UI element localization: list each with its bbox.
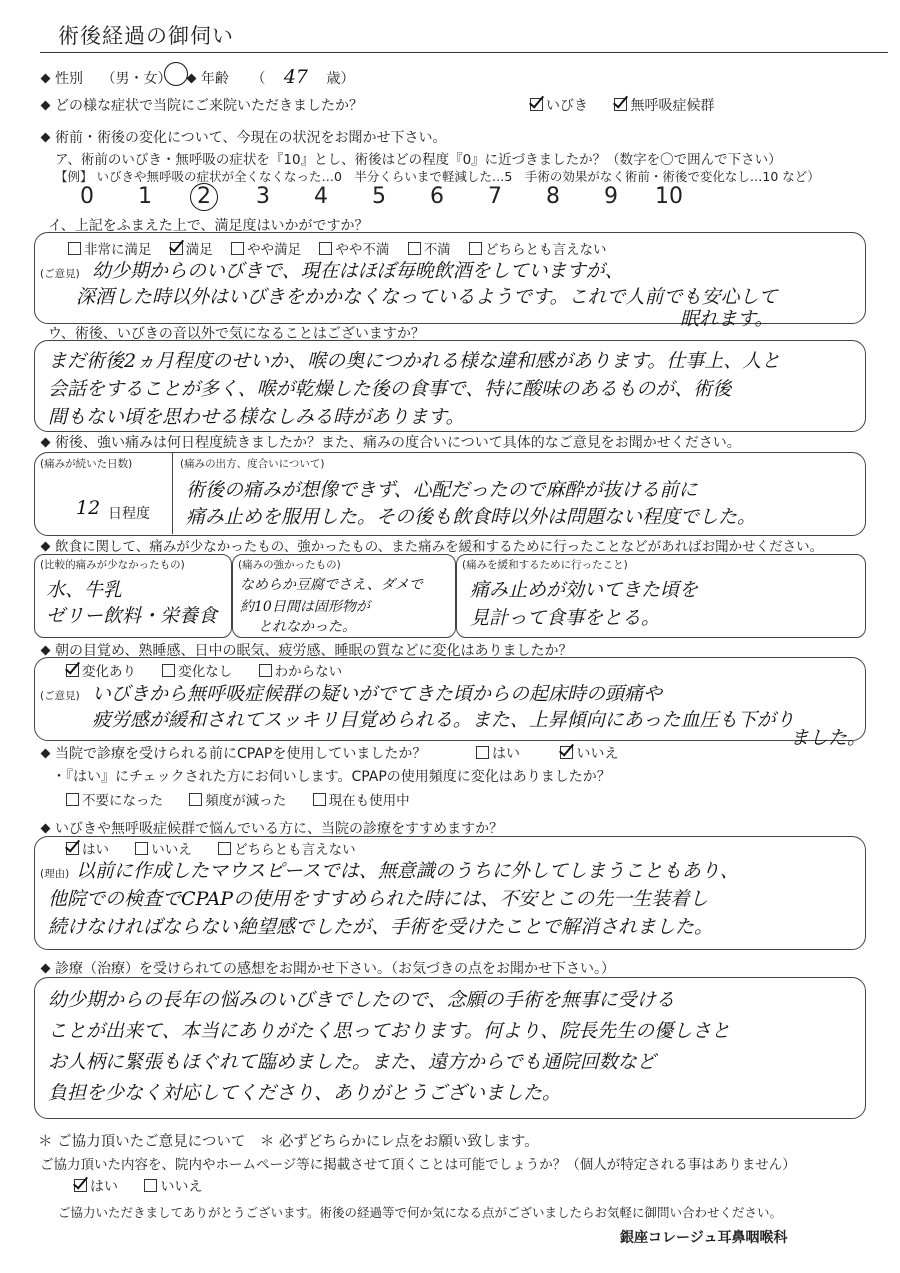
food-question [40, 535, 823, 555]
impression-question [40, 958, 615, 978]
checkbox-icon[interactable] [259, 664, 272, 677]
diamond-bullet-icon [41, 74, 51, 84]
scale-6[interactable]: 6 [430, 184, 444, 209]
checkbox-icon[interactable] [144, 1179, 157, 1192]
footer-clinic-name: 銀座コレージュ耳鼻咽喉科 [620, 1230, 788, 1246]
cpap-option[interactable] [476, 743, 520, 763]
impression-answer-line[interactable]: お人柄に緊張もほぐれて臨めました。また、遠方からでも通院回数など [48, 1051, 656, 1073]
option-label: いびき [546, 98, 588, 114]
option-label: いいえ [151, 842, 192, 858]
pain-answer-line[interactable]: 術後の痛みが想像できず、心配だったので麻酔が抜ける前に [186, 479, 698, 501]
footer-consent-question: ご協力頂いた内容を、院内やホームページ等に掲載させて頂くことは可能でしょうか？（個人が特定される事はありません） [40, 1157, 796, 1173]
satisfaction-answer-line[interactable]: 眠れます。 [680, 308, 774, 330]
cpap-question [40, 743, 426, 763]
checkbox-icon[interactable] [66, 793, 79, 806]
impression-answer-line[interactable]: 幼少期からの長年の悩みのいびきでしたので、念願の手術を無事に受ける [48, 989, 675, 1011]
sex-options[interactable]: （男・女） [101, 71, 172, 87]
scale-9[interactable]: 9 [604, 184, 618, 209]
change-scale [58, 183, 698, 211]
scale-3[interactable]: 3 [256, 184, 270, 209]
checkbox-icon[interactable] [476, 746, 489, 759]
other-question: ウ、術後、いびきの音以外で気になることはございますか？ [48, 326, 425, 342]
checkbox-icon[interactable] [560, 746, 573, 759]
food-col2-line[interactable]: とれなかった。 [258, 619, 356, 635]
scale-10[interactable]: 10 [655, 184, 683, 209]
satisfaction-option[interactable] [408, 238, 451, 258]
cpap-sub-options [66, 789, 432, 809]
option-label: はい [492, 746, 520, 762]
option-label: はい [82, 842, 109, 858]
checkbox-icon[interactable] [189, 793, 202, 806]
option-label: 不要になった [82, 793, 163, 809]
sleep-option[interactable] [66, 660, 136, 680]
recommend-reason-label: (理由) [40, 868, 70, 880]
checkbox-icon[interactable] [162, 664, 175, 677]
sleep-answer-line[interactable]: いびきから無呼吸症候群の疑いがでてきた頃からの起床時の頭痛や [92, 683, 663, 705]
option-label: どちらとも言えない [234, 842, 356, 858]
option-label: 変化なし [178, 664, 233, 680]
pain-days-unit: 日程度 [108, 506, 150, 522]
change-question [40, 127, 446, 147]
food-col3-label: (痛みを緩和するために行ったこと) [462, 559, 628, 571]
option-label: どちらとも言えない [484, 242, 607, 258]
food-col2-line[interactable]: 約10日間は固形物が [240, 599, 370, 615]
diamond-bullet-icon [41, 133, 51, 143]
food-col3-line[interactable]: 見計って食事をとる。 [470, 607, 661, 629]
recommend-option[interactable] [218, 838, 356, 858]
checkbox-icon[interactable] [408, 242, 421, 255]
checkbox-icon[interactable] [68, 242, 81, 255]
satisfaction-option[interactable] [68, 238, 152, 258]
food-col1-label: (比較的痛みが少なかったもの) [40, 559, 185, 571]
age-label: 年齢 [200, 71, 229, 87]
cpap-sub-option[interactable] [313, 789, 410, 809]
sex-label: 性別 [55, 71, 83, 87]
recommend-question-text: いびきや無呼吸症候群で悩んでいる方に、当院の診療をすすめますか？ [55, 821, 504, 837]
symptoms-question [40, 95, 363, 115]
checkbox-icon[interactable] [231, 242, 244, 255]
recommend-answer-line[interactable]: 他院での検査でCPAPの使用をすすめられた時には、不安とこの先一生装着し [48, 888, 709, 910]
symptom-option-snoring[interactable] [530, 95, 588, 115]
pain-detail-label: (痛みの出方、度合いについて) [180, 458, 325, 470]
impression-answer-line[interactable]: ことが出来て、本当にありがたく思っております。何より、院長先生の優しさと [48, 1020, 731, 1042]
scale-1[interactable]: 1 [138, 184, 152, 209]
scale-2-selected[interactable]: 2 [190, 183, 218, 211]
sleep-opinion-label: (ご意見) [40, 690, 80, 702]
sleep-option[interactable] [259, 660, 343, 680]
option-label: 頻度が減った [205, 793, 287, 809]
diamond-bullet-icon [41, 749, 51, 759]
scale-0[interactable]: 0 [80, 184, 94, 209]
food-col2-label: (痛みの強かったもの) [238, 559, 341, 571]
other-answer-line[interactable]: まだ術後2ヵ月程度のせいか、喉の奥につかれる様な違和感があります。仕事上、人と [48, 350, 781, 372]
satisfaction-option[interactable] [319, 238, 389, 258]
checkbox-icon[interactable] [313, 793, 326, 806]
footer-consent-options [74, 1176, 224, 1196]
checkbox-icon[interactable] [135, 842, 148, 855]
change-example: 【例】 いびきや無呼吸の症状が全くなくなった…0 半分くらいまで軽減した…5 手術の効果がなく術前・術後で変化なし…10 など） [55, 169, 820, 184]
recommend-option[interactable] [66, 838, 109, 858]
age-paren-close: ） [340, 71, 355, 87]
recommend-answer-line[interactable]: 以前に作成したマウスピースでは、無意識のうちに外してしまうこともあり、 [76, 860, 739, 882]
checkbox-icon[interactable] [74, 1179, 87, 1192]
food-col2-line[interactable]: なめらか豆腐でさえ、ダメで [240, 577, 423, 593]
option-label: 満足 [185, 242, 213, 258]
diamond-bullet-icon [41, 542, 51, 552]
satisfaction-option[interactable] [469, 238, 607, 258]
diamond-bullet-icon [41, 438, 51, 448]
page-title: 術後経過の御伺い [58, 24, 234, 48]
option-label: やや満足 [247, 242, 302, 258]
option-label: 不満 [423, 242, 451, 258]
satisfaction-options [68, 238, 606, 258]
option-label: いいえ [160, 1179, 203, 1195]
recommend-question [40, 818, 503, 838]
footer-note-title: ＊ ご協力頂いたご意見について ＊ 必ずどちらかにレ点をお願い致します。 [38, 1134, 539, 1150]
age-unit: 歳 [326, 71, 341, 87]
food-col1-line[interactable]: 水、牛乳 [46, 579, 123, 601]
pain-question [40, 432, 741, 452]
consent-option[interactable] [74, 1176, 118, 1196]
cpap-option[interactable] [560, 743, 618, 763]
diamond-bullet-icon [41, 101, 51, 111]
cpap-options [476, 743, 640, 763]
impression-question-text: 診療（治療）を受けられての感想をお聞かせ下さい。（お気づきの点をお聞かせ下さい。） [55, 961, 615, 977]
scale-4[interactable]: 4 [314, 184, 328, 209]
satisfaction-answer-line[interactable]: 幼少期からのいびきで、現在はほぼ毎晩飲酒をしていますが、 [92, 260, 624, 282]
cpap-sub-question: ・『はい』にチェックされた方にお伺いします。CPAPの使用頻度に変化はありましたか？ [52, 769, 611, 785]
checkbox-icon[interactable] [319, 242, 332, 255]
checkbox-icon[interactable] [218, 842, 231, 855]
scale-8[interactable]: 8 [546, 184, 560, 209]
pain-question-text: 術後、強い痛みは何日程度続きましたか？また、痛みの度合いについて具体的なご意見をお聞かせください。 [55, 435, 741, 451]
scale-5[interactable]: 5 [372, 184, 386, 209]
symptoms-question-text: どの様な症状で当院にご来院いただきましたか？ [55, 98, 363, 114]
satisfaction-opinion-label: (ご意見) [40, 268, 80, 280]
recommend-options [66, 838, 378, 858]
other-answer-line[interactable]: 会話をすることが多く、喉が乾燥した後の食事で、特に酸味のあるものが、術後 [48, 378, 732, 400]
pain-divider [172, 452, 173, 534]
consent-option[interactable] [144, 1176, 202, 1196]
diamond-bullet-icon [41, 824, 51, 834]
symptoms-options [530, 95, 736, 115]
sleep-options [66, 660, 364, 680]
footer-thanks: ご協力いただきましてありがとうございます。術後の経過等で何か気になる点がございましたらお気軽に御問い合わせください。 [58, 1205, 783, 1220]
satisfaction-answer-line[interactable]: 深酒した時以外はいびきをかかなくなっているようです。これで人前でも安心して [76, 286, 778, 308]
option-label: 現在も使用中 [328, 793, 410, 809]
option-label: わからない [274, 664, 343, 680]
age-paren-open: （ [251, 71, 266, 87]
option-label: 無呼吸症候群 [630, 98, 715, 114]
food-col1-line[interactable]: ゼリー飲料・栄養食 [46, 605, 218, 627]
checkbox-icon[interactable] [614, 98, 627, 111]
other-answer-line[interactable]: 間もない頃を思わせる様なしみる時があります。 [48, 406, 465, 428]
change-question-text: 術前・術後の変化について、今現在の状況をお聞かせ下さい。 [55, 130, 447, 146]
satisfaction-question: イ、上記をふまえた上で、満足度はいかがですか？ [48, 218, 369, 234]
change-sub-question: ア、術前のいびき・無呼吸の症状を『10』とし、術後はどの程度『0』に近づきましたか？（数字を〇で囲んで下さい） [55, 152, 782, 168]
checkbox-icon[interactable] [66, 842, 79, 855]
food-question-text: 飲食に関して、痛みが少なかったもの、強かったもの、また痛みを緩和するために行ったことなどがあればお聞かせください。 [55, 539, 824, 555]
age-value[interactable]: 47 [283, 66, 308, 88]
recommend-option[interactable] [135, 838, 192, 858]
profile-row [40, 66, 354, 88]
scale-7[interactable]: 7 [488, 184, 502, 209]
satisfaction-option[interactable] [231, 238, 301, 258]
pain-days-label: (痛みが続いた日数) [40, 458, 133, 470]
diamond-bullet-icon [41, 964, 51, 974]
option-label: やや不満 [335, 242, 390, 258]
cpap-question-text: 当院で診療を受けられる前にCPAPを使用していましたか？ [55, 746, 427, 762]
checkbox-icon[interactable] [170, 242, 183, 255]
option-label: いいえ [576, 746, 619, 762]
cpap-sub-option[interactable] [189, 789, 286, 809]
sleep-answer-line[interactable]: ました。 [790, 727, 867, 749]
checkbox-icon[interactable] [530, 98, 543, 111]
diamond-bullet-icon [41, 646, 51, 656]
sleep-answer-line[interactable]: 疲労感が緩和されてスッキリ目覚められる。また、上昇傾向にあった血圧も下がり [92, 709, 795, 731]
pain-answer-line[interactable]: 痛み止めを服用した。その後も飲食時以外は問題ない程度でした。 [186, 506, 757, 528]
sleep-question-text: 朝の目覚め、熟睡感、日中の眠気、疲労感、睡眠の質などに変化はありましたか？ [55, 643, 573, 659]
pain-days-value[interactable]: 12 [76, 497, 101, 519]
sleep-option[interactable] [162, 660, 232, 680]
option-label: 非常に満足 [84, 242, 152, 258]
checkbox-icon[interactable] [469, 242, 482, 255]
option-label: はい [90, 1179, 118, 1195]
food-col3-line[interactable]: 痛み止めが効いてきた頃を [470, 579, 699, 601]
satisfaction-option[interactable] [170, 238, 213, 258]
symptom-option-apnea[interactable] [614, 95, 714, 115]
recommend-answer-line[interactable]: 続けなければならない絶望感でしたが、手術を受けたことで解消されました。 [48, 916, 714, 938]
title-underline [40, 52, 888, 53]
impression-answer-line[interactable]: 負担を少なく対応してくださり、ありがとうございました。 [48, 1082, 562, 1104]
checkbox-icon[interactable] [66, 664, 79, 677]
option-label: 変化あり [82, 664, 136, 680]
cpap-sub-option[interactable] [66, 789, 163, 809]
sex-selected-circle [164, 62, 188, 86]
